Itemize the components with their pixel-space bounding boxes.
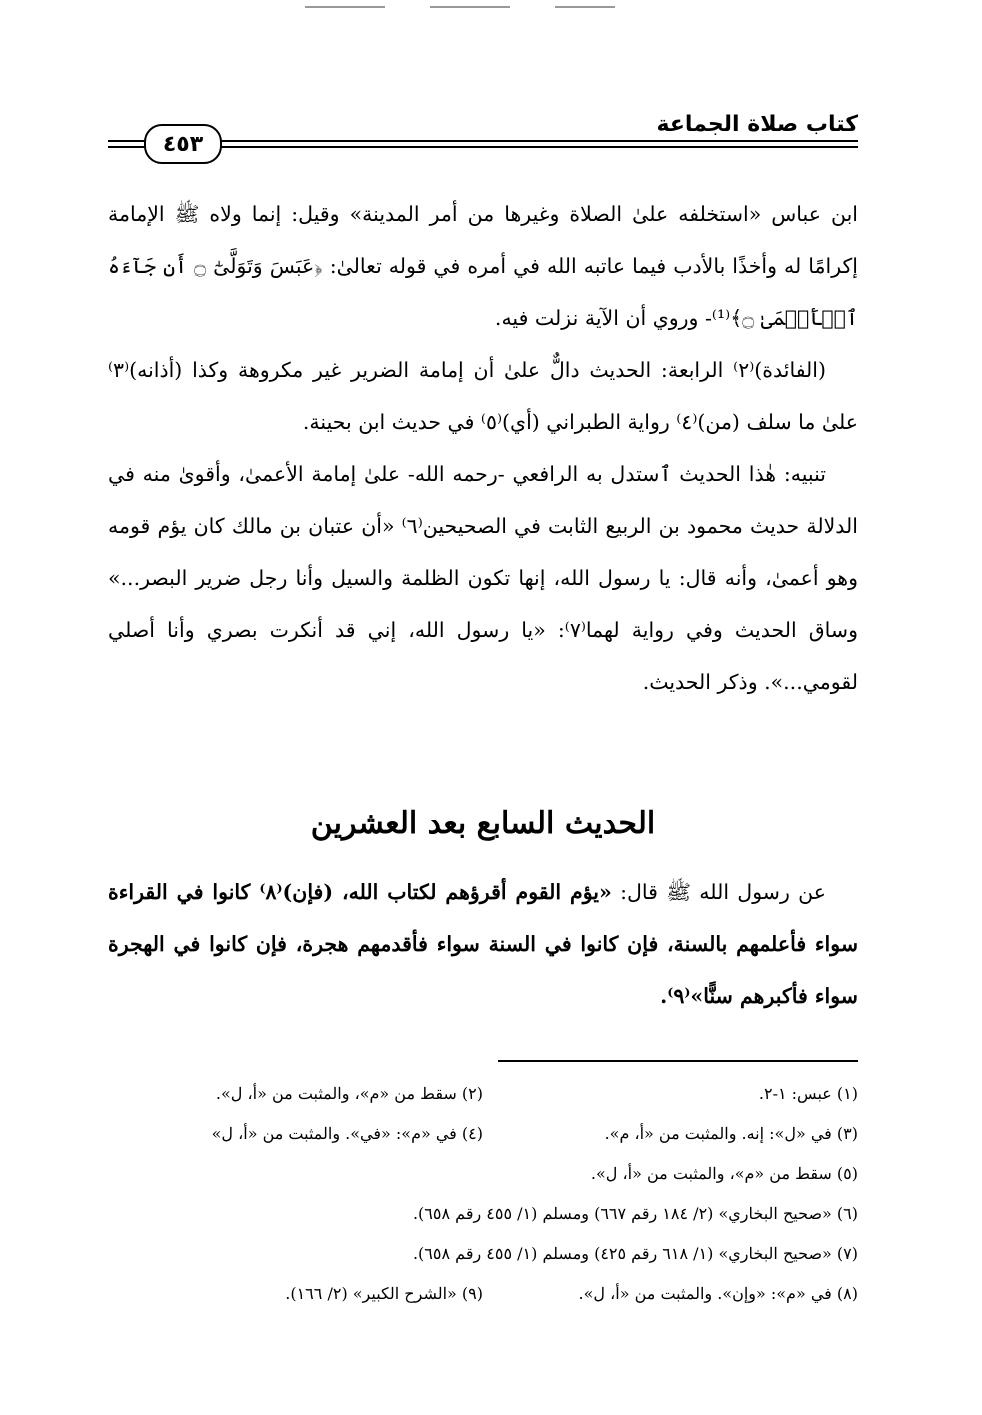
footnotes (108, 1074, 858, 1314)
footnote-row (108, 1234, 858, 1274)
footnote-row (108, 1194, 858, 1234)
footnote-1: (١) عبس: ١-٢. (758, 1084, 858, 1103)
footnote-7: (٧) «صحيح البخاري» (١/ ٦١٨ رقم ٤٢٥) ومسلم (١/ ٤٥٥ رقم ٦٥٨). (412, 1244, 858, 1263)
footnote-3: (٣) في «ل»: إنه. والمثبت من «أ، م». (604, 1124, 858, 1143)
footnote-row (108, 1274, 858, 1314)
footnote-4: (٤) في «م»: «في». والمثبت من «أ، ل» (211, 1124, 483, 1143)
main-text (108, 188, 858, 708)
footnote-separator (498, 1060, 858, 1062)
page-number: ٤٥٣ (144, 124, 222, 164)
top-decorative-rule (430, 6, 510, 8)
footnote-9: (٩) «الشرح الكبير» (٢/ ١٦٦). (285, 1284, 483, 1303)
top-decorative-rule (305, 6, 385, 8)
page-header (108, 108, 858, 160)
paragraph-1: ابن عباس «استخلفه علىٰ الصلاة وغيرها من أمر المدينة» وقيل: إنما ولاه ﷺ الإمامة إكرامًا له وأخذًا بالأدب فيما عاتبه الله في أمره في قوله تعالىٰ: ﴿عَبَسَ وَتَوَلَّىٰٓ ۝ أَن جَآءَهُ ٱلۡأَعۡمَىٰ ۝﴾⁽¹⁾- وروي أن الآية نزلت فيه. (108, 202, 858, 330)
section-heading: الحديث السابع بعد العشرين (310, 806, 656, 841)
hadith-text (108, 866, 858, 1022)
footnote-row (108, 1114, 858, 1154)
book-title: كتاب صلاة الجماعة (656, 112, 858, 137)
footnote-2: (٢) سقط من «م»، والمثبت من «أ، ل». (215, 1084, 483, 1103)
paragraph-3: تنبيه: هٰذا الحديث ٱستدل به الرافعي -رحمه الله- علىٰ إمامة الأعمىٰ، وأقوىٰ منه في الدلالة حديث محمود بن الربيع الثابت في الصحيحين⁽٦⁾ «أن عتبان بن مالك كان يؤم قومه وهو أعمىٰ، وأنه قال: يا رسول الله، إنها تكون الظلمة والسيل وأنا رجل ضرير البصر...» وساق الحديث وفي رواية لهما⁽٧⁾: «يا رسول الله، إني قد أنكرت بصري وأنا أصلي لقومي...». وذكر الحديث. (108, 462, 858, 694)
footnote-6: (٦) «صحيح البخاري» (٢/ ١٨٤ رقم ٦٦٧) ومسلم (١/ ٤٥٥ رقم ٦٥٨). (412, 1204, 858, 1223)
footnote-8: (٨) في «م»: «وإن». والمثبت من «أ، ل». (578, 1284, 858, 1303)
hadith-intro: عن رسول الله ﷺ قال: (611, 880, 826, 904)
hadith-body: «يؤم القوم أقرؤهم لكتاب الله، (فإن)⁽٨⁾ كانوا في القراءة سواء فأعلمهم بالسنة، فإن كانوا في السنة سواء فأقدمهم هجرة، فإن كانوا في الهجرة سواء فأكبرهم سنًّا»⁽٩⁾. (108, 880, 858, 1008)
top-decorative-rule (555, 6, 615, 8)
footnote-5: (٥) سقط من «م»، والمثبت من «أ، ل». (590, 1164, 858, 1183)
footnote-row (108, 1154, 858, 1194)
paragraph-2: (الفائدة)⁽٢⁾ الرابعة: الحديث دالٌّ علىٰ أن إمامة الضرير غير مكروهة وكذا (أذانه)⁽٣⁾ علىٰ ما سلف (من)⁽٤⁾ رواية الطبراني (أي)⁽٥⁾ في حديث ابن بحينة. (108, 358, 858, 434)
footnote-row (108, 1074, 858, 1114)
